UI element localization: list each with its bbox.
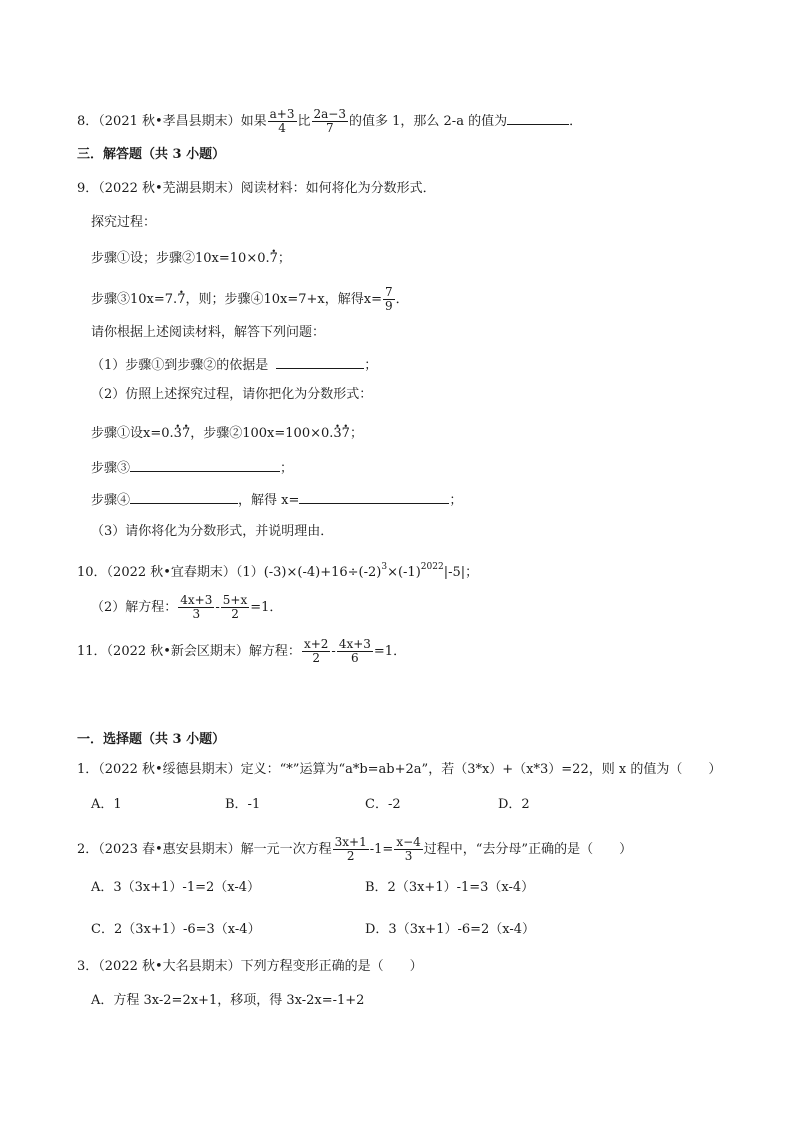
q9-line-1: 9．（2022 秋•芜湖县期末）阅读材料：如何将化为分数形式． bbox=[77, 181, 436, 196]
q9-part2-step-3 bbox=[91, 459, 293, 477]
q9-part-3: （3）请你将化为分数形式，并说明理由． bbox=[91, 524, 334, 539]
q9-p2-rep-7b: . 7 bbox=[342, 426, 350, 442]
choice-q1-option-a[interactable]: A．1 bbox=[91, 797, 122, 812]
q10-exp-3: 3 bbox=[381, 562, 388, 572]
q10-part-2 bbox=[91, 594, 282, 621]
q8-frac1-num: a+3 bbox=[269, 107, 295, 121]
q9-p2-rep-3b: . 3 bbox=[333, 426, 341, 442]
choice-q3-stem: 3．（2022 秋•大名县期末）下列方程变形正确的是（ ） bbox=[77, 959, 423, 974]
q9-part1-blank[interactable] bbox=[276, 356, 364, 369]
q9-p2-rep-7: . 7 bbox=[182, 426, 190, 442]
choice-q1-option-c[interactable]: C．-2 bbox=[365, 797, 401, 812]
q9-part1-end: ； bbox=[364, 358, 378, 373]
question-8 bbox=[77, 108, 582, 135]
q9-p2-x-eq: x=0. bbox=[143, 426, 174, 441]
q9-step-3-4 bbox=[91, 286, 409, 313]
q9-p2-step2-label: ，步骤② bbox=[190, 426, 243, 441]
q10-frac2-num: 5+x bbox=[222, 593, 248, 607]
choice-q1-option-b[interactable]: B．-1 bbox=[225, 797, 261, 812]
q10-part1-end: |-5|； bbox=[443, 565, 479, 580]
q9-step-1-2 bbox=[91, 251, 291, 267]
q8-end: ． bbox=[569, 114, 583, 129]
q10-frac1-den: 3 bbox=[192, 607, 201, 621]
q9-part-2: （2）仿照上述探究过程，请你把化为分数形式： bbox=[91, 387, 373, 402]
q8-frac2-den: 7 bbox=[325, 121, 334, 135]
choice-q2-option-c[interactable]: C．2（3x+1）-6=3（x-4） bbox=[91, 922, 261, 937]
q8-frac1-den: 4 bbox=[278, 121, 286, 135]
choice-q2-option-d[interactable]: D．3（3x+1）-6=2（x-4） bbox=[365, 922, 536, 937]
q11-frac2-num: 4x+3 bbox=[338, 637, 371, 651]
q9-p2-step2-end: ； bbox=[349, 426, 363, 441]
q9-fraction-result bbox=[383, 286, 395, 313]
q9-p2-step3-end: ； bbox=[280, 461, 294, 476]
q9-step2-end: ； bbox=[277, 251, 291, 266]
q10-part2-label: （2）解方程： bbox=[91, 600, 178, 615]
q10-frac2-den: 2 bbox=[231, 607, 239, 621]
q10-fraction-1 bbox=[178, 594, 214, 621]
c2-frac2-den: 3 bbox=[404, 849, 413, 863]
q8-fraction-1 bbox=[268, 108, 297, 135]
q9-p2-100x-eq: 100x=100×0. bbox=[242, 426, 334, 441]
section-1-heading: 一．选择题（共 3 小题） bbox=[77, 732, 226, 747]
q9-step1-text: 步骤①设；步骤② bbox=[91, 251, 196, 266]
q9-step3-repeating: . 7 bbox=[177, 292, 185, 308]
q9-solution-x: x= bbox=[363, 292, 382, 307]
c2-suffix: 过程中，“去分母”正确的是（ ） bbox=[423, 842, 633, 857]
q9-p2-step3-label: 步骤③ bbox=[91, 461, 131, 476]
q11-equals: =1． bbox=[373, 644, 407, 659]
q8-frac2-num: 2a−3 bbox=[313, 107, 346, 121]
c2-prefix: 2．（2023 春•惠安县期末）解一元一次方程 bbox=[77, 842, 332, 857]
choice-q2-option-b[interactable]: B．2（3x+1）-1=3（x-4） bbox=[365, 880, 535, 895]
q9-result-den: 9 bbox=[384, 299, 393, 313]
c2-frac1-den: 2 bbox=[346, 849, 355, 863]
q9-p2-step1-label: 步骤①设 bbox=[91, 426, 144, 441]
q10-fraction-2 bbox=[221, 594, 249, 621]
q9-step3-eq: 10x=7. bbox=[130, 292, 178, 307]
q9-part2-steps-1-2 bbox=[91, 426, 363, 442]
q11-frac1-den: 2 bbox=[312, 651, 320, 665]
q9-line-5: 请你根据上述阅读材料，解答下列问题： bbox=[91, 325, 326, 340]
q11-fraction-1 bbox=[302, 638, 330, 665]
q11-fraction-2 bbox=[337, 638, 373, 665]
section-3-heading: 三．解答题（共 3 小题） bbox=[77, 147, 226, 162]
q10-exp-2022: 2022 bbox=[420, 562, 444, 572]
q9-p2-rep-3: . 3 bbox=[174, 426, 182, 442]
choice-q1-stem: 1．（2022 秋•绥德县期末）定义：“*”运算为“a*b=ab+2a”，若（3*x）+（x*3）=22，则 x 的值为（ ） bbox=[77, 762, 722, 777]
q8-suffix: 的值多 1，那么 2-a 的值为 bbox=[349, 114, 508, 129]
q9-step4-end: ． bbox=[395, 292, 409, 307]
q9-result-num: 7 bbox=[384, 285, 393, 299]
choice-q2-option-a[interactable]: A．3（3x+1）-1=2（x-4） bbox=[91, 880, 261, 895]
q9-step4-text: ，则；步骤④10x=7+x，解得 bbox=[185, 292, 364, 307]
c2-frac1-num: 3x+1 bbox=[334, 835, 367, 849]
q11-frac2-den: 6 bbox=[351, 651, 359, 665]
q9-p2-step4-blank[interactable] bbox=[130, 491, 238, 504]
q9-p2-x-blank[interactable] bbox=[299, 491, 449, 504]
q11-prefix: 11．（2022 秋•新会区期末）解方程： bbox=[77, 644, 301, 659]
q9-part1-text: （1）步骤①到步骤②的依据是 bbox=[91, 358, 269, 373]
choice-q1-option-d[interactable]: D．2 bbox=[498, 797, 530, 812]
q8-prefix: 8．（2021 秋•孝昌县期末）如果 bbox=[77, 114, 267, 129]
q9-part2-step-4 bbox=[91, 491, 462, 509]
c2-mid: -1= bbox=[369, 842, 394, 857]
q10-part1-expr: 10．（2022 秋•宜春期末）（1）(-3)×(-4)+16÷(-2) bbox=[77, 565, 382, 580]
q10-frac1-num: 4x+3 bbox=[180, 593, 213, 607]
q9-p2-step4-end: ； bbox=[449, 493, 463, 508]
q8-mid: 比 bbox=[297, 114, 311, 129]
c2-frac2-num: x−4 bbox=[396, 835, 421, 849]
q10-minus: - bbox=[215, 600, 220, 615]
q8-fraction-2 bbox=[312, 108, 348, 135]
q10-part1-mid: ×(-1) bbox=[387, 565, 421, 580]
q9-line-2: 探究过程： bbox=[91, 215, 157, 230]
question-11 bbox=[77, 638, 406, 665]
c2-fraction-1 bbox=[333, 836, 369, 863]
c2-fraction-2 bbox=[394, 836, 422, 863]
q9-p2-solve-text: ，解得 x= bbox=[238, 493, 300, 508]
q11-frac1-num: x+2 bbox=[303, 637, 329, 651]
q9-step2-eq: 10x=10×0. bbox=[195, 251, 270, 266]
choice-q3-option-a[interactable]: A．方程 3x-2=2x+1，移项，得 3x-2x=-1+2 bbox=[91, 993, 365, 1008]
q9-p2-step4-label: 步骤④ bbox=[91, 493, 131, 508]
q9-repeating-digit: . 7 bbox=[270, 251, 278, 267]
q11-minus: - bbox=[331, 644, 336, 659]
q9-p2-step3-blank[interactable] bbox=[130, 459, 280, 472]
choice-q2-stem bbox=[77, 836, 632, 863]
q10-equals: =1． bbox=[250, 600, 283, 615]
question-10 bbox=[77, 559, 478, 581]
q8-answer-blank[interactable] bbox=[507, 112, 569, 125]
q9-step3-label: 步骤③ bbox=[91, 292, 131, 307]
q9-part-1 bbox=[91, 356, 377, 374]
